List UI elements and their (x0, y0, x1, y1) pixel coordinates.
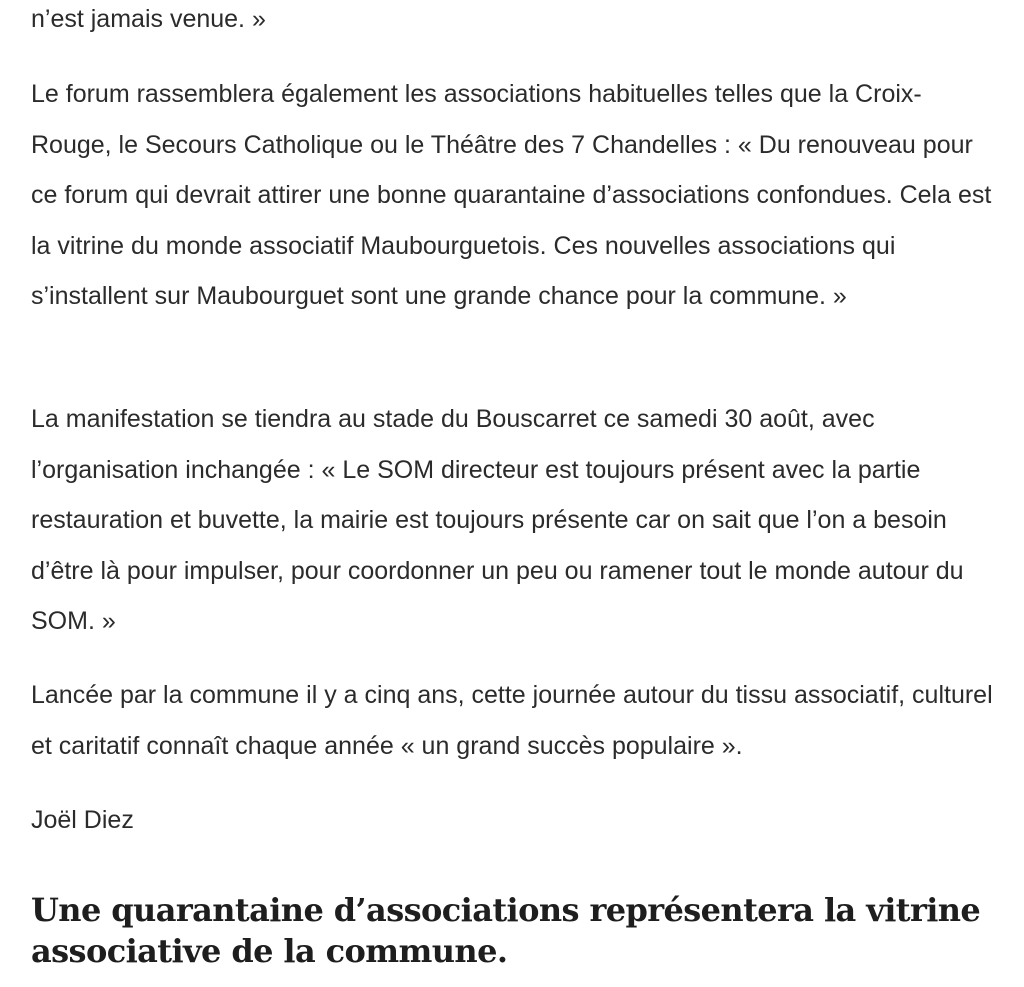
article-author: Joël Diez (31, 806, 134, 834)
article-paragraph: La manifestation se tiendra au stade du Bouscarret ce samedi 30 août, avec l’organisation inchangée : « Le SOM directeur est toujours présent avec la partie restauration et buvette, la mairie est toujours présente car on sait que l’on a besoin d’être là pour impulser, pour coordonner un peu ou ramener tout le monde autour du SOM. » (31, 405, 964, 635)
article-paragraph: n’est jamais venue. » (31, 5, 266, 33)
article-paragraph: Le forum rassemblera également les associations habituelles telles que la Croix-Rouge, le Secours Catholique ou le Théâtre des 7 Chandelles : « Du renouveau pour ce forum qui devrait attirer une bonne quarantaine d’associations confondues. Cela est la vitrine du monde associatif Maubourguetois. Ces nouvelles associations qui s’installent sur Maubourguet sont une grande chance pour la commune. » (31, 80, 992, 310)
section-headline: Une quarantaine d’associations représentera la vitrine associative de la commune. (31, 891, 981, 970)
article-paragraph: Lancée par la commune il y a cinq ans, cette journée autour du tissu associatif, culturel et caritatif connaît chaque année « un grand succès populaire ». (31, 681, 993, 760)
